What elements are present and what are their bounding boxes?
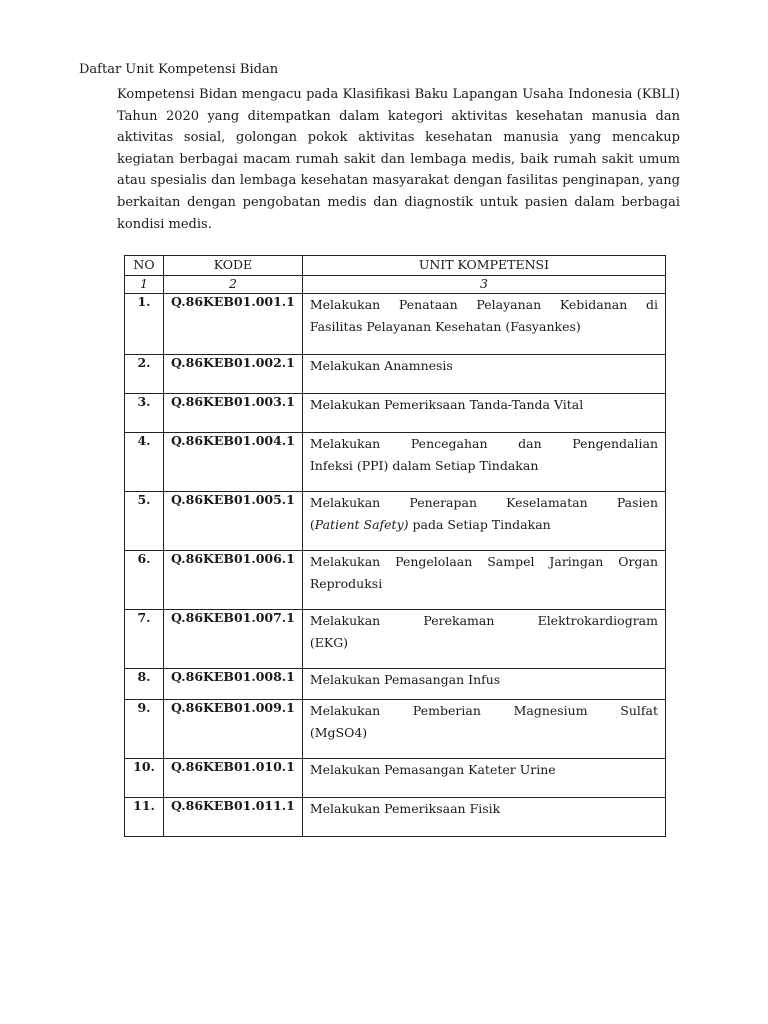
- unit-line-2-text: (MgSO4): [309, 725, 368, 740]
- row-code: Q.86KEB01.001.1: [164, 294, 303, 355]
- unit-line-1: Melakukan Pengelolaan Sampel Jaringan Organ: [309, 554, 658, 569]
- table-header-row: [125, 256, 666, 276]
- row-unit: [302, 610, 665, 669]
- competency-table: [124, 255, 666, 837]
- unit-line-2: [310, 517, 551, 532]
- row-unit: [302, 433, 665, 492]
- index-unit: 3: [302, 276, 665, 294]
- unit-line-2-text: Infeksi (PPI) dalam Setiap Tindakan: [309, 458, 539, 473]
- row-unit: [302, 355, 665, 394]
- unit-line-2: [310, 725, 367, 740]
- row-number: 7.: [125, 610, 164, 669]
- table-index-row: [125, 276, 666, 294]
- unit-line-1: Melakukan Penerapan Keselamatan Pasien: [309, 495, 658, 510]
- document-title: Daftar Unit Kompetensi Bidan: [79, 62, 279, 77]
- unit-line-1: Melakukan Anamnesis: [309, 358, 453, 373]
- unit-line-2: [310, 576, 382, 591]
- row-code: Q.86KEB01.008.1: [164, 669, 303, 700]
- row-unit: [302, 492, 665, 551]
- unit-line-2-text: (EKG): [309, 635, 349, 650]
- row-code: Q.86KEB01.009.1: [164, 700, 303, 759]
- unit-line-1: Melakukan Pemasangan Kateter Urine: [309, 762, 556, 777]
- unit-line-1: Melakukan Pemeriksaan Tanda-Tanda Vital: [309, 397, 584, 412]
- row-code: Q.86KEB01.010.1: [164, 759, 303, 798]
- index-no: 1: [125, 276, 164, 294]
- table-row: [125, 759, 666, 798]
- row-unit: [302, 798, 665, 837]
- row-unit: [302, 394, 665, 433]
- row-unit: [302, 700, 665, 759]
- unit-line-2: [310, 319, 581, 334]
- table-row: [125, 551, 666, 610]
- table-row: [125, 433, 666, 492]
- row-number: 2.: [125, 355, 164, 394]
- row-unit: [302, 669, 665, 700]
- header-unit: UNIT KOMPETENSI: [302, 256, 665, 276]
- row-code: Q.86KEB01.002.1: [164, 355, 303, 394]
- intro-paragraph: Kompetensi Bidan mengacu pada Klasifikasi Baku Lapangan Usaha Indonesia (KBLI) Tahun 2020 yang ditempatkan dalam kategori aktivitas kesehatan manusia dan aktivitas sosial, golongan pokok aktivitas kesehatan manusia yang mencakup kegiatan berbagai macam rumah sakit dan lembaga medis, baik rumah sakit umum atau spesialis dan lembaga kesehatan masyarakat dengan fasilitas penginapan, yang berkaitan dengan pengobatan medis dan diagnostik untuk pasien dalam berbagai kondisi medis.: [117, 87, 680, 232]
- row-code: Q.86KEB01.003.1: [164, 394, 303, 433]
- unit-line-1: Melakukan Penataan Pelayanan Kebidanan di: [309, 297, 658, 312]
- row-code: Q.86KEB01.005.1: [164, 492, 303, 551]
- row-unit: [302, 551, 665, 610]
- unit-line-2-text: pada Setiap Tindakan: [408, 517, 551, 532]
- row-number: 11.: [125, 798, 164, 837]
- unit-line-2-text: Fasilitas Pelayanan Kesehatan (Fasyankes): [309, 319, 581, 334]
- unit-line-1: Melakukan Perekaman Elektrokardiogram: [309, 613, 658, 628]
- row-number: 4.: [125, 433, 164, 492]
- table-row: [125, 700, 666, 759]
- unit-line-1: Melakukan Pemberian Magnesium Sulfat: [309, 703, 658, 718]
- unit-paren: (: [309, 517, 315, 532]
- table-row: [125, 610, 666, 669]
- table-row: [125, 394, 666, 433]
- row-number: 6.: [125, 551, 164, 610]
- unit-line-1: Melakukan Pemasangan Infus: [309, 672, 501, 687]
- table-row: [125, 798, 666, 837]
- row-unit: [302, 294, 665, 355]
- row-number: 3.: [125, 394, 164, 433]
- index-kode: 2: [164, 276, 303, 294]
- unit-line-2: [310, 458, 539, 473]
- row-number: 9.: [125, 700, 164, 759]
- row-number: 8.: [125, 669, 164, 700]
- row-number: 10.: [125, 759, 164, 798]
- header-kode: KODE: [164, 256, 303, 276]
- row-code: Q.86KEB01.004.1: [164, 433, 303, 492]
- header-no: NO: [125, 256, 164, 276]
- row-code: Q.86KEB01.011.1: [164, 798, 303, 837]
- row-code: Q.86KEB01.007.1: [164, 610, 303, 669]
- table-row: [125, 492, 666, 551]
- unit-line-2: [310, 635, 348, 650]
- row-number: 5.: [125, 492, 164, 551]
- unit-line-1: Melakukan Pemeriksaan Fisik: [309, 801, 501, 816]
- table-row: [125, 294, 666, 355]
- unit-italic-term: Patient Safety): [314, 517, 409, 532]
- row-unit: [302, 759, 665, 798]
- table-row: [125, 669, 666, 700]
- unit-line-1: Melakukan Pencegahan dan Pengendalian: [309, 436, 658, 451]
- unit-line-2-text: Reproduksi: [309, 576, 383, 591]
- row-number: 1.: [125, 294, 164, 355]
- table-row: [125, 355, 666, 394]
- row-code: Q.86KEB01.006.1: [164, 551, 303, 610]
